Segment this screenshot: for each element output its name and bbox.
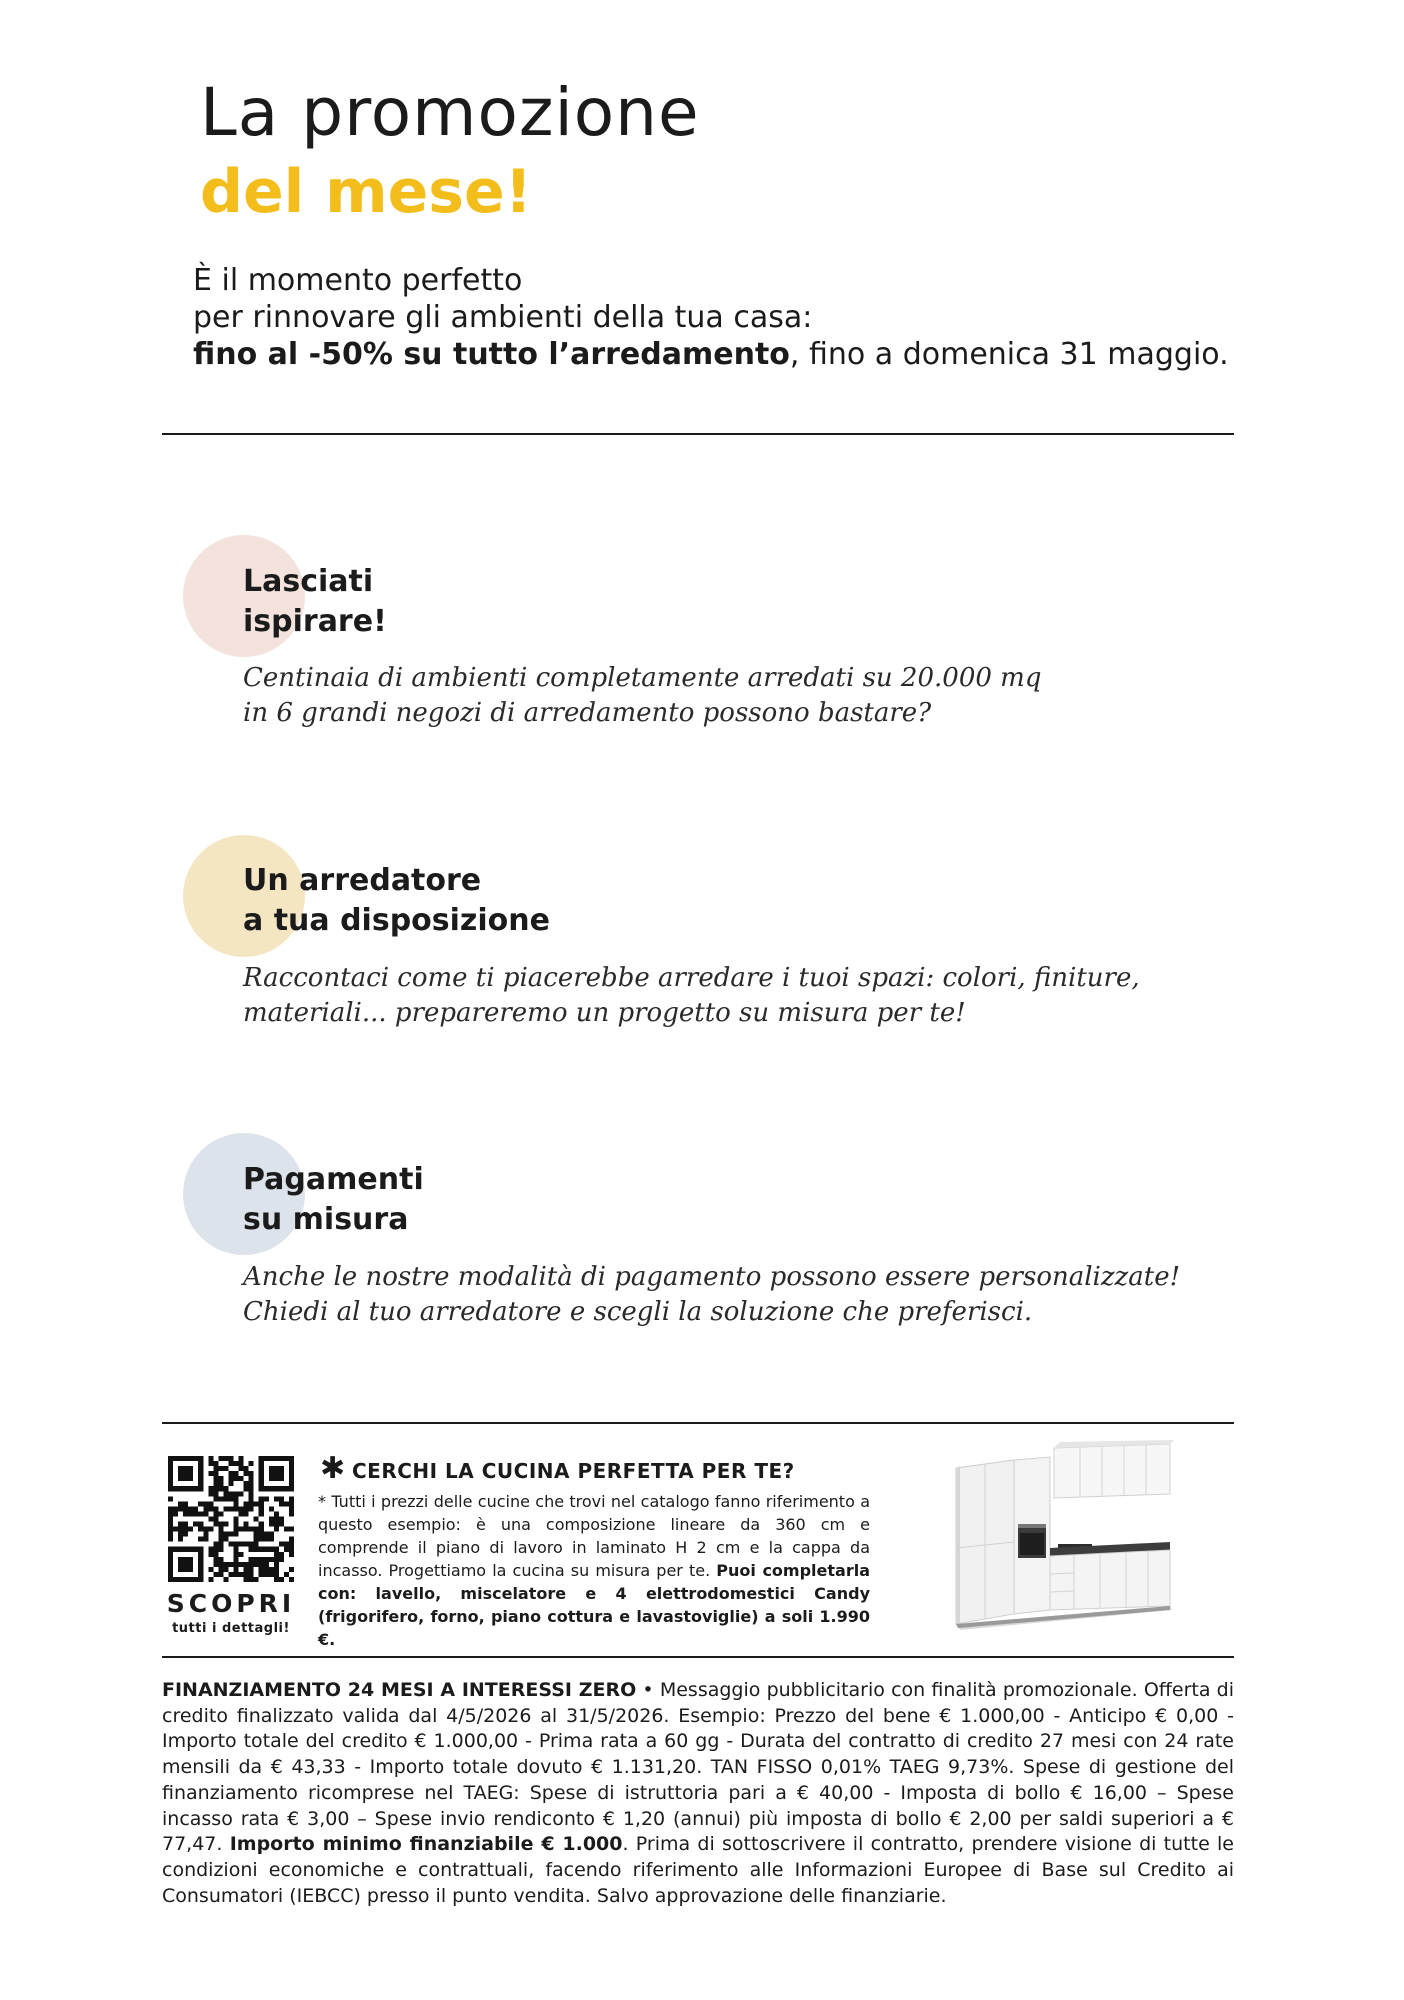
intro-offer-highlight: fino al -50% su tutto l’arredamento (193, 337, 790, 372)
kitchen-promo-text-regular: * Tutti i prezzi delle cucine che trovi nel catalogo fanno riferimento a questo esempio: è una composizione lineare da 360 cm e comprende il piano di lavoro in laminato H 2 cm e la cappa da incasso. Progettiamo la cucina su misura per te. (318, 1492, 870, 1580)
feature-description-line: Raccontaci come ti piacerebbe arredare i tuoi spazi: colori, finiture, (243, 963, 1140, 993)
feature-title-line: Lasciati (243, 564, 374, 599)
intro-offer-line (193, 337, 1229, 372)
page-title-accent: del mese! (200, 157, 533, 227)
feature-description (243, 961, 1140, 1031)
feature-title-line: su misura (243, 1202, 409, 1237)
feature-description-line: in 6 grandi negozi di arredamento possono bastare? (243, 698, 932, 728)
feature-description-line: Centinaia di ambienti completamente arredati su 20.000 mq (243, 663, 1042, 693)
qr-code-icon[interactable] (168, 1456, 294, 1582)
kitchen-image (950, 1438, 1180, 1638)
feature-description-line: Chiedi al tuo arredatore e scegli la soluzione che preferisci. (243, 1297, 1033, 1327)
feature-title-line: Pagamenti (243, 1162, 424, 1197)
feature-title-payments (243, 1160, 424, 1240)
divider (162, 1422, 1234, 1424)
kitchen-promo-title: CERCHI LA CUCINA PERFETTA PER TE? (352, 1459, 795, 1483)
feature-description (243, 1260, 1180, 1330)
page-title: La promozione (200, 74, 700, 151)
divider (162, 433, 1234, 435)
feature-title-line: a tua disposizione (243, 903, 550, 938)
feature-title-line: ispirare! (243, 604, 387, 639)
financing-min-amount: Importo minimo finanziabile € 1.000 (229, 1833, 623, 1856)
financing-heading: FINANZIAMENTO 24 MESI A INTERESSI ZERO (162, 1679, 637, 1701)
kitchen-promo-text (318, 1490, 870, 1651)
financing-text: • Messaggio pubblicitario con finalità promozionale. Offerta di credito finalizzato valida dal 4/5/2026 al 31/5/2026. Esempio: Prezzo del bene € 1.000,00 - Anticipo € 0,00 - Importo totale del credito € 1.000,00 - Prima rata a 60 gg - Durata del contratto di credito 27 mesi con 24 rate mensili da € 43,33 - Importo totale dovuto € 1.131,20. TAN FISSO 0,01% TAEG 9,73%. Spese di gestione del finanziamento ricomprese nel TAEG: Spese di istruttoria pari a € 40,00 - Imposta di bollo € 16,00 – Spese incasso rata € 3,00 – Spese invio rendiconto € 1,20 (annui) più imposta di bollo € 2,00 per saldi superiori a € 77,47. (162, 1679, 1234, 1856)
feature-description-line: materiali... prepareremo un progetto su misura per te! (243, 998, 966, 1028)
qr-sublabel: tutti i dettagli! (172, 1621, 290, 1636)
kitchen-promo-text-bold: Puoi completarla con: lavello, miscelatore e 4 elettrodomestici Candy (frigorifero, forno, piano cottura e lavastoviglie) a soli 1.990 €. (318, 1561, 871, 1649)
intro-offer-date: , fino a domenica 31 maggio. (789, 337, 1229, 372)
feature-description-line: Anche le nostre modalità di pagamento possono essere personalizzate! (243, 1262, 1181, 1292)
asterisk-icon: ✱ (320, 1451, 346, 1486)
feature-title-inspire (243, 562, 387, 642)
financing-text-end: . Prima di sottoscrivere il contratto, prendere visione di tutte le condizioni economiche e contrattuali, facendo riferimento alle Informazioni Europee di Base sul Credito ai Consumatori (IEBCC) presso il punto vendita. Salvo approvazione delle finanziarie. (162, 1833, 1234, 1907)
intro-line: per rinnovare gli ambienti della tua casa: (193, 300, 813, 335)
financing-disclaimer (162, 1678, 1234, 1909)
feature-title-designer (243, 861, 550, 941)
feature-description (243, 661, 1041, 731)
intro-line: È il momento perfetto (193, 263, 523, 298)
feature-title-line: Un arredatore (243, 863, 482, 898)
divider (162, 1656, 1234, 1658)
qr-label: SCOPRI (166, 1589, 296, 1618)
